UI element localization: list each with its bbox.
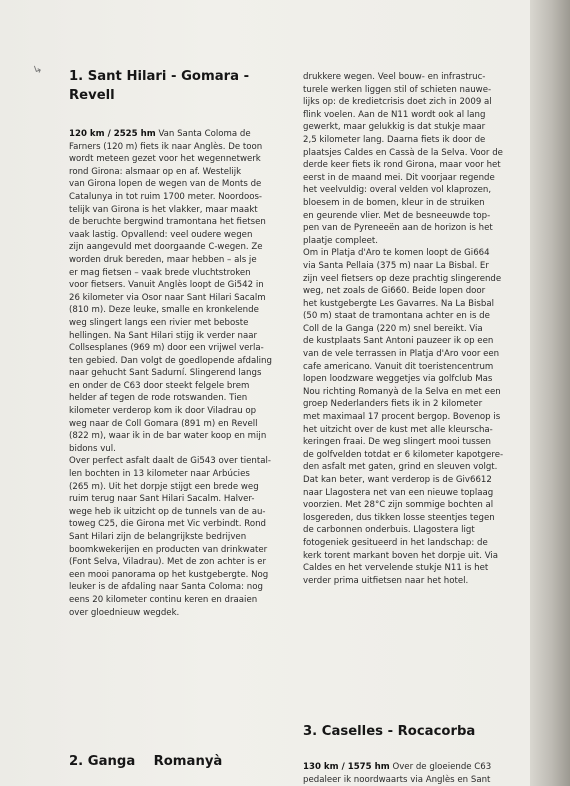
text-line: plaatje compleet.	[303, 235, 379, 246]
left-column	[69, 128, 282, 619]
text-line: Over perfect asfalt daalt de Gi543 over tiental-	[69, 456, 271, 467]
text-line: keringen fraai. De weg slingert mooi tussen	[303, 437, 491, 448]
text-line: Farners (120 m) fiets ik naar Anglès. De toon	[69, 141, 263, 152]
section-3-body	[303, 761, 517, 786]
text-line: en onder de C63 door steekt felgele brem	[69, 380, 250, 391]
text-line: kilometer verderop kom ik door Viladrau op	[69, 406, 257, 417]
text-line: Caldes en het vervelende stukje N11 is het	[303, 563, 489, 574]
text-line: Dat kan beter, want verderop is de Giv6612	[303, 475, 492, 485]
text-line: hellingen. Na Sant Hilari stijg ik verder naar	[69, 330, 258, 341]
text-line: (265 m). Uit het dorpje stijgt een brede weg	[69, 481, 259, 492]
text-line-rest: Over de gloeiende C63	[389, 762, 492, 772]
lead-stats: 130 km / 1575 hm	[303, 762, 390, 772]
book-spine-shadow	[530, 0, 570, 786]
text-line: zijn veel fietsers op deze prachtig slingerende	[303, 273, 502, 284]
text-line: lijks op: de kredietcrisis doet zich in 2009 al	[303, 97, 492, 108]
text-line: voorzien. Met 28°C zijn sommige bochten al	[303, 500, 494, 511]
text-line: fotogeniek gesitueerd in het landschap: de	[303, 537, 488, 548]
text-line: telijk van Girona is het vlakker, maar maakt	[69, 204, 258, 215]
text-line: Catalunya in tot ruim 1700 meter. Noordoos-	[69, 191, 263, 202]
text-line	[69, 128, 282, 141]
text-line: eens 20 kilometer continu keren en draaien	[69, 594, 258, 605]
text-line: via Santa Pellaia (375 m) naar La Bisbal. Er	[303, 260, 489, 271]
text-line: rond Girona: alsmaar op en af. Westelijk	[69, 166, 242, 177]
text-line: zijn aangevuld met doorgaande C-wegen. Ze	[69, 242, 263, 253]
text-line: met maximaal 17 procent bergop. Bovenop is	[303, 412, 501, 423]
text-line: gewerkt, maar gelukkig is dat stukje maar	[303, 122, 486, 133]
text-line: ruim terug naar Sant Hilari Sacalm. Halver-	[69, 494, 255, 505]
text-line: eerst in de maand mei. Dit voorjaar regende	[303, 172, 495, 183]
text-line: de golfvelden totdat er 6 kilometer kapotgere-	[303, 449, 504, 460]
text-line: de kustplaats Sant Antoni pauzeer ik op een	[303, 336, 494, 347]
text-line: (810 m). Deze leuke, smalle en kronkelende	[69, 305, 259, 316]
section-1-title: 1. Sant Hilari - Gomara - Revell	[69, 69, 250, 103]
text-line: Sant Hilari zijn de belangrijkste bedrijven	[69, 532, 247, 542]
text-line: boomkwekerijen en producten van drinkwater	[69, 544, 268, 555]
text-line: 26 kilometer via Osor naar Sant Hilari Sacalm	[69, 292, 266, 303]
text-line: wordt meteen gezet voor het wegennetwerk	[69, 154, 261, 165]
text-line: naar gehucht Sant Sadurní. Slingerend langs	[69, 368, 262, 379]
text-line: 2,5 kilometer lang. Daarna fiets ik door de	[303, 134, 486, 145]
text-line: weg, net zoals de Gi660. Beide lopen door	[303, 286, 486, 297]
text-line: voor fietsers. Vanuit Anglès loopt de Gi542 in	[69, 280, 264, 291]
text-line: Collsesplanes (969 m) door een vrijwel verla-	[69, 343, 264, 354]
text-line: derde keer fiets ik rond Girona, maar voor het	[303, 160, 501, 171]
text-line: vaak lastig. Opvallend: veel oudere wegen	[69, 229, 253, 240]
text-line: den asfalt met gaten, grind en sleuven volgt.	[303, 462, 498, 473]
text-line-rest: Van Santa Coloma de	[155, 129, 251, 139]
text-line: het veelvuldig: overal velden vol klaprozen,	[303, 185, 492, 196]
lead-stats: 120 km / 2525 hm	[69, 129, 156, 139]
section-2-title: 2. Ganga Romanyà	[69, 754, 223, 769]
pencil-mark: ↳	[31, 61, 45, 78]
text-line: Om in Platja d'Aro te komen loopt de Gi664	[303, 248, 490, 259]
text-line: kerk torent markant boven het dorpje uit. Via	[303, 550, 499, 561]
text-line: leuker is de afdaling naar Santa Coloma: nog	[69, 582, 263, 593]
text-line: bloesem in de bomen, kleur in de struiken	[303, 197, 485, 208]
text-line: groep Nederlanders fiets ik in 2 kilometer	[303, 399, 483, 410]
text-line: weg naar de Coll Gomara (891 m) en Revell	[69, 418, 258, 429]
text-line: (50 m) staat de tramontana achter en is de	[303, 311, 490, 322]
text-line: van Girona lopen de wegen van de Monts de	[69, 179, 262, 190]
text-line: naar Llagostera net van een nieuwe toplaag	[303, 487, 494, 498]
text-line: het uitzicht over de kust met alle kleurscha-	[303, 424, 493, 435]
text-line: lopen loodzware weggetjes via golfclub Mas	[303, 374, 493, 385]
text-line: weg slingert langs een rivier met beboste	[69, 317, 249, 328]
text-line: er mag fietsen – vaak brede vluchtstroken	[69, 267, 251, 278]
text-line: drukkere wegen. Veel bouw- en infrastruc-	[303, 72, 486, 82]
text-line: len bochten in 13 kilometer naar Arbúcies	[69, 469, 250, 480]
text-line: bidons vul.	[69, 443, 116, 454]
right-column	[303, 71, 517, 587]
text-line: turele werken liggen stil of schieten nauwe-	[303, 84, 492, 95]
text-line	[303, 761, 517, 774]
text-line: Nou richting Romanyà de la Selva en met een	[303, 386, 501, 397]
text-line: Coll de la Ganga (220 m) snel bereikt. Via	[303, 323, 483, 334]
text-line: de beruchte bergwind tramontana het fietsen	[69, 217, 266, 228]
text-line: van de vele terrassen in Platja d'Aro voor een	[303, 349, 500, 360]
text-line: ten gebied. Dan volgt de goedlopende afdaling	[69, 355, 272, 366]
text-line: wege heb ik uitzicht op de tunnels van de au-	[69, 506, 266, 517]
text-line: (822 m), waar ik in de bar water koop en mijn	[69, 431, 267, 442]
text-line: pen van de Pyreneeën aan de horizon is het	[303, 223, 493, 234]
text-line: over gloednieuw wegdek.	[69, 607, 180, 618]
text-line: verder prima uitfietsen naar het hotel.	[303, 575, 469, 586]
text-line: en geurende vlier. Met de besneeuwde top-	[303, 210, 491, 221]
text-line: de carbonnen onderbuis. Llagostera ligt	[303, 525, 475, 536]
text-line: pedaleer ik noordwaarts via Anglès en Sant	[303, 774, 491, 785]
text-line: worden druk bereden, maar hebben – als je	[69, 254, 257, 265]
text-line: (Font Selva, Viladrau). Met de zon achter is er	[69, 557, 266, 568]
text-line: flink voelen. Aan de N11 wordt ook al lang	[303, 109, 486, 120]
text-line: plaatsjes Caldes en Cassà de la Selva. Voor de	[303, 147, 503, 158]
text-line: losgereden, dus tikken losse steentjes tegen	[303, 512, 495, 523]
text-line: helder af tegen de rode rotswanden. Tien	[69, 393, 248, 404]
text-line: het kustgebergte Les Gavarres. Na La Bisbal	[303, 298, 494, 309]
section-3-title: 3. Caselles - Rocacorba	[303, 724, 476, 739]
text-line: een mooi panorama op het kustgebergte. Nog	[69, 569, 269, 580]
text-line: cafe americano. Vanuit dit toeristencentrum	[303, 361, 494, 372]
text-line: toweg C25, die Girona met Vic verbindt. Rond	[69, 519, 267, 530]
